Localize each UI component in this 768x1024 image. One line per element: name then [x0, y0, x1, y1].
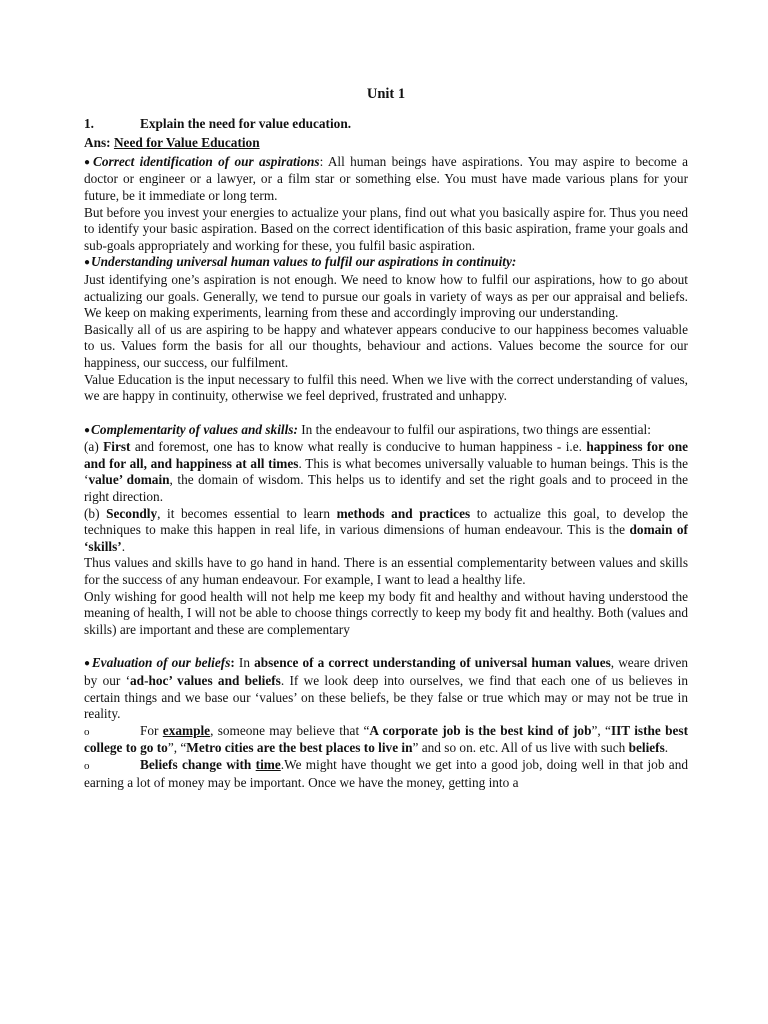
paragraph-text: . If we look deep into ourselves, we find that each one of us believes in certain things and we base our ‘values’ on these beliefs, be they false or true which may or may not be true in reality.	[84, 673, 688, 722]
bold-text: domain of ‘skills’	[84, 522, 688, 554]
section-heading: Complementarity of values and skills:	[91, 421, 298, 437]
paragraph: Just identifying one’s aspiration is not enough. We need to know how to fulfil our aspirations, how to go about actualizing our goals. Generally, we tend to pursue our goals in variety of ways as per our appraisal and beliefs. We keep on making experiments, learning from these and accordingly improving our understanding.	[84, 271, 688, 321]
underlined-text: example	[162, 722, 211, 738]
point-label: (b)	[84, 505, 107, 521]
answer-heading	[84, 135, 688, 152]
paragraph-text: ” and so on. etc. All of us live with such	[412, 740, 629, 756]
bold-text: happiness for one and for all, and happiness at all times	[84, 439, 688, 471]
paragraph-text: ”, “	[167, 740, 187, 756]
paragraph: But before you invest your energies to actualize your plans, find out what you basically aspire for. Thus you need to identify your basic aspiration. Based on the correct identification of this basic aspiration, frame your goals and sub-goals appropriately and working for these, you fulfil basic aspiration.	[84, 204, 688, 253]
spacer	[84, 405, 688, 422]
section-aspirations	[84, 154, 688, 205]
bold-text: First	[103, 439, 131, 455]
sub-point-beliefs-change	[84, 757, 688, 791]
circle-bullet-icon: o	[84, 759, 90, 772]
answer-prefix: Ans:	[84, 135, 114, 151]
paragraph-text: , it becomes essential to learn	[157, 505, 337, 521]
paragraph-text: For	[140, 722, 163, 738]
spacer	[84, 638, 688, 655]
paragraph-text: , weare driven by our ‘	[84, 655, 688, 688]
bold-text: methods and practices	[336, 505, 471, 521]
point-label: (a)	[84, 439, 104, 455]
section-complementarity	[84, 422, 688, 440]
question-text: Explain the need for value education.	[140, 115, 352, 131]
paragraph-text: : All human beings have aspirations. You may aspire to become a doctor or engineer or a lawyer, or a film star or something else. You must have made various plans for your future, be it immediate or long term.	[84, 153, 688, 203]
circle-bullet-icon: o	[84, 725, 90, 738]
paragraph-text: In the endeavour to fulfil our aspirations, two things are essential:	[297, 421, 651, 437]
paragraph-text: .We might have thought we get into a good job, doing well in that job and earning a lot of money may be important. Once we have the money, getting into a	[84, 756, 688, 790]
point-a	[84, 439, 688, 505]
paragraph: Basically all of us are aspiring to be happy and whatever appears conducive to our happiness becomes valuable to us. Values form the basis for all our thoughts, behaviour and actions. Values become the source for our happiness, our success, our fulfilment.	[84, 321, 688, 370]
section-heading: Correct identification of our aspirations	[93, 153, 320, 169]
paragraph-text: and foremost, one has to know what really is conducive to human happiness - i.e.	[130, 439, 587, 455]
bold-text: A corporate job is the best kind of job	[369, 722, 592, 738]
bullet-icon: ●	[84, 156, 93, 168]
bold-text: IIT isthe best college to go to	[84, 722, 689, 756]
paragraph-text: to actualize this goal, to develop the techniques to make this happen in real life, in various dimensions of human endeavour. This is the	[84, 505, 688, 538]
bold-text: beliefs	[628, 740, 665, 756]
paragraph-text: . This is what becomes universally valuable to human beings. This is the ‘	[84, 455, 688, 488]
point-b	[84, 506, 688, 556]
bold-text: :	[230, 655, 235, 671]
section-universal-values	[84, 254, 688, 272]
paragraph-text: ”, “	[591, 722, 611, 738]
section-beliefs	[84, 655, 688, 722]
bold-text: ad-hoc’ values and beliefs	[130, 673, 281, 688]
bullet-icon: ●	[84, 257, 91, 269]
paragraph: Value Education is the input necessary to fulfil this need. When we live with the correct understanding of values, we are happy in continuity, otherwise we feel deprived, frustrated and unhappy.	[84, 371, 688, 404]
question-number: 1.	[84, 115, 94, 131]
section-heading: Understanding universal human values to fulfil our aspirations in continuity:	[91, 254, 517, 270]
bold-text: Beliefs change with	[140, 756, 256, 772]
bold-text: Secondly	[106, 505, 158, 521]
paragraph: Thus values and skills have to go hand in hand. There is an essential complementarity between values and skills for the success of any human endeavour. For example, I want to lead a healthy life.	[84, 555, 688, 588]
underlined-text: time	[255, 756, 281, 772]
bullet-icon: ●	[84, 424, 91, 436]
question	[84, 116, 688, 133]
sub-point-example	[84, 723, 688, 757]
section-heading: Evaluation of our beliefs	[91, 655, 231, 671]
bold-text: Metro cities are the best places to live in	[186, 740, 413, 756]
answer-title: Need for Value Education	[113, 135, 260, 151]
paragraph-text: In	[234, 655, 255, 671]
paragraph-text: .	[664, 740, 669, 756]
page-title: Unit 1	[366, 86, 406, 102]
paragraph-text: , someone may believe that “	[210, 722, 370, 738]
bold-text: value’ domain	[88, 472, 170, 488]
bullet-icon: ●	[84, 658, 91, 670]
paragraph-text: , the domain of wisdom. This helps us to identify and set the right goals and to proceed in the right direction.	[84, 472, 688, 505]
bold-text: absence of a correct understanding of universal human values	[254, 655, 611, 671]
paragraph-text: .	[121, 538, 126, 554]
paragraph: Only wishing for good health will not help me keep my body fit and healthy and without having understood the meaning of health, I will not be able to choose things correctly to keep my body fit and healthy. Both (values and skills) are important and these are complementary	[84, 588, 688, 637]
